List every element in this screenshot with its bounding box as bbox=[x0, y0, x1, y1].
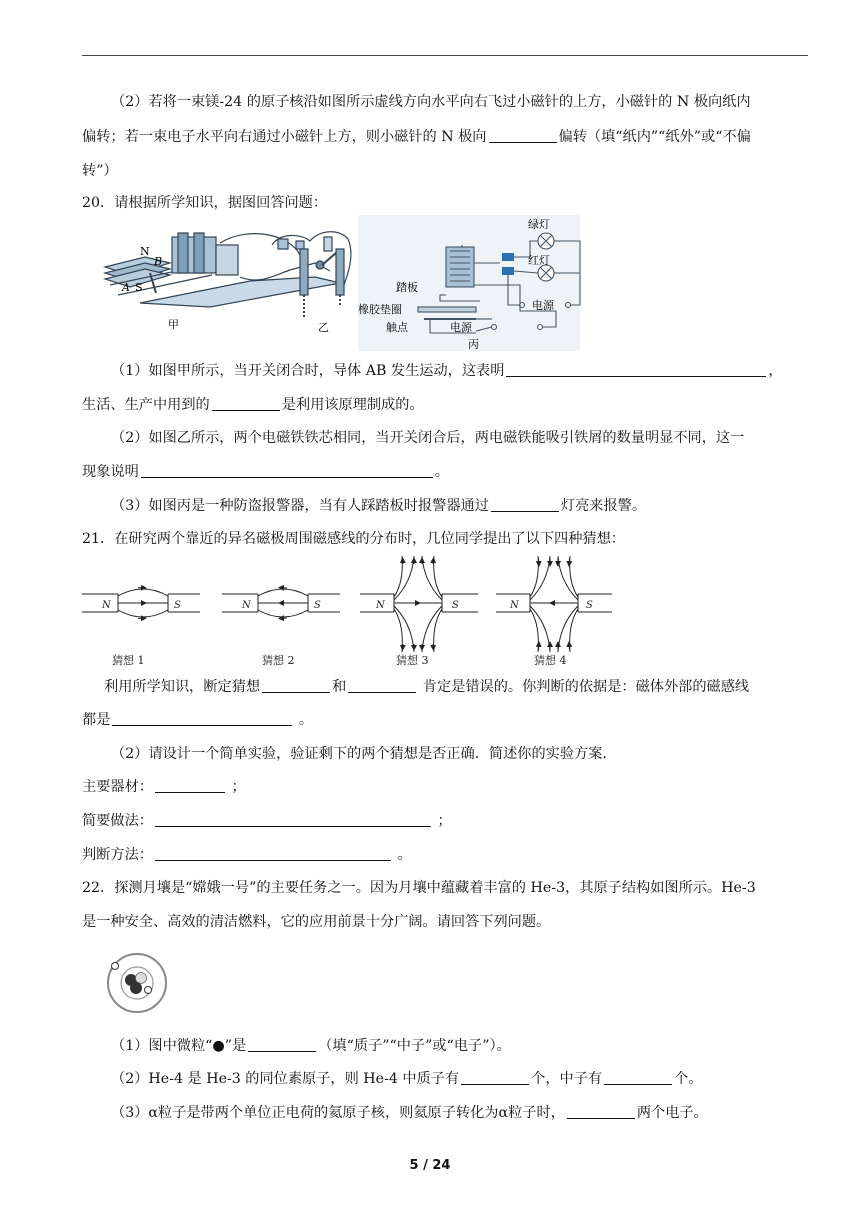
q20-p3: （3）如图丙是一种防盗报警器，当有人踩踏板时报警器通过 灯亮来报警。 bbox=[111, 498, 647, 514]
answer-blank[interactable] bbox=[112, 710, 292, 726]
pole-n-1: N bbox=[102, 600, 111, 611]
q21-p2: （2）请设计一个简单实验，验证剩下的两个猜想是否正确．简述你的实验方案． bbox=[111, 746, 617, 762]
answer-blank[interactable] bbox=[262, 677, 330, 693]
q22-line1: 22．探测月壤是“嫦娥一号”的主要任务之一。因为月壤中蕴藏着丰富的 He-3，其原子结构如图所示。He-3 bbox=[82, 880, 756, 896]
answer-blank[interactable] bbox=[155, 845, 391, 861]
answer-blank[interactable] bbox=[248, 1036, 316, 1052]
q19-p2-line3: 转”） bbox=[82, 163, 118, 179]
label-pedal: 踏板 bbox=[396, 281, 418, 294]
caption-guess-1: 猜想 1 bbox=[112, 654, 145, 667]
q20-p1-line1: （1）如图甲所示，当开关闭合时，导体 AB 发生运动，这表明 ， bbox=[111, 363, 783, 379]
answer-blank[interactable] bbox=[212, 395, 280, 411]
caption-guess-4: 猜想 4 bbox=[534, 654, 567, 667]
q20-p2-line1: （2）如图乙所示，两个电磁铁铁芯相同，当开关闭合后，两电磁铁能吸引铁屑的数量明显不同，这一 bbox=[111, 430, 745, 446]
label-a: A bbox=[122, 281, 130, 294]
answer-blank[interactable] bbox=[155, 777, 225, 793]
answer-blank[interactable] bbox=[567, 1103, 635, 1119]
label-contact: 触点 bbox=[386, 321, 408, 334]
answer-blank[interactable] bbox=[461, 1069, 529, 1085]
answer-blank[interactable] bbox=[491, 496, 559, 512]
q21-equipment: 主要器材： ； bbox=[82, 779, 246, 795]
guess-2-diagram bbox=[222, 588, 340, 619]
pole-n-4: N bbox=[510, 600, 519, 611]
caption-bing: 丙 bbox=[468, 338, 479, 351]
label-power-2: 电源 bbox=[450, 321, 472, 334]
pole-s-4: S bbox=[586, 600, 593, 611]
q19-p2-line1: （2）若将一束镁-24 的原子核沿如图所示虚线方向水平向右飞过小磁针的上方，小磁针的 N 极向纸内 bbox=[111, 94, 751, 110]
label-red-lamp: 红灯 bbox=[528, 254, 550, 267]
answer-blank[interactable] bbox=[489, 127, 557, 143]
q22-p2: （2）He-4 是 He-3 的同位素原子，则 He-4 中质子有 个，中子有 个。 bbox=[111, 1071, 703, 1087]
q22-line2: 是一种安全、高效的清洁燃料，它的应用前景十分广阔。请回答下列问题。 bbox=[82, 914, 551, 930]
answer-blank[interactable] bbox=[155, 811, 431, 827]
answer-blank[interactable] bbox=[604, 1069, 672, 1085]
figure-yi bbox=[272, 232, 351, 317]
q20-figure bbox=[100, 215, 590, 355]
label-rubber-ring: 橡胶垫圈 bbox=[358, 303, 402, 316]
pole-s-3: S bbox=[452, 600, 459, 611]
label-b: B bbox=[154, 255, 163, 268]
he3-atom-diagram bbox=[104, 950, 170, 1016]
pole-s-1: S bbox=[174, 600, 181, 611]
q19-p2-line2: 偏转；若一束电子水平向右通过小磁针上方，则小磁针的 N 极向 偏转（填“纸内”“纸外”或“不偏 bbox=[82, 129, 751, 145]
pole-n-3: N bbox=[376, 600, 385, 611]
q21-line1: 利用所学知识，断定猜想 和 肯定是错误的。你判断的依据是：磁体外部的磁感线 bbox=[104, 679, 750, 695]
q21-judge: 判断方法： 。 bbox=[82, 847, 412, 863]
label-power-1: 电源 bbox=[532, 299, 554, 312]
q21-stem: 21．在研究两个靠近的异名磁极周围磁感线的分布时，几位同学提出了以下四种猜想： bbox=[82, 531, 625, 547]
answer-blank[interactable] bbox=[141, 462, 433, 478]
caption-guess-2: 猜想 2 bbox=[262, 654, 295, 667]
answer-blank[interactable] bbox=[348, 677, 416, 693]
q20-stem: 20．请根据所学知识，据图回答问题： bbox=[82, 195, 328, 211]
pole-s-2: S bbox=[314, 600, 321, 611]
label-n: N bbox=[140, 245, 150, 258]
q21-method: 简要做法： ； bbox=[82, 813, 452, 829]
q21-line2: 都是 。 bbox=[82, 712, 314, 728]
q20-p2-line2: 现象说明 。 bbox=[82, 464, 449, 480]
pole-n-2: N bbox=[242, 600, 251, 611]
guess-1-diagram bbox=[82, 588, 200, 619]
q21-figure bbox=[82, 552, 622, 672]
caption-jia: 甲 bbox=[168, 318, 179, 331]
q22-p1: （1）图中微粒“●”是 （填“质子”“中子”或“电子”）。 bbox=[111, 1038, 511, 1054]
page-number: 5 / 24 bbox=[409, 1158, 451, 1173]
header-rule bbox=[82, 55, 808, 56]
caption-yi: 乙 bbox=[318, 321, 329, 334]
q20-p1-line2: 生活、生产中用到的 是利用该原理制成的。 bbox=[82, 397, 424, 413]
caption-guess-3: 猜想 3 bbox=[396, 654, 429, 667]
answer-blank[interactable] bbox=[506, 361, 766, 377]
label-green-lamp: 绿灯 bbox=[528, 218, 550, 231]
label-s: S bbox=[135, 281, 143, 294]
q22-p3: （3）α粒子是带两个单位正电荷的氦原子核，则氦原子转化为α粒子时， 两个电子。 bbox=[111, 1105, 708, 1121]
